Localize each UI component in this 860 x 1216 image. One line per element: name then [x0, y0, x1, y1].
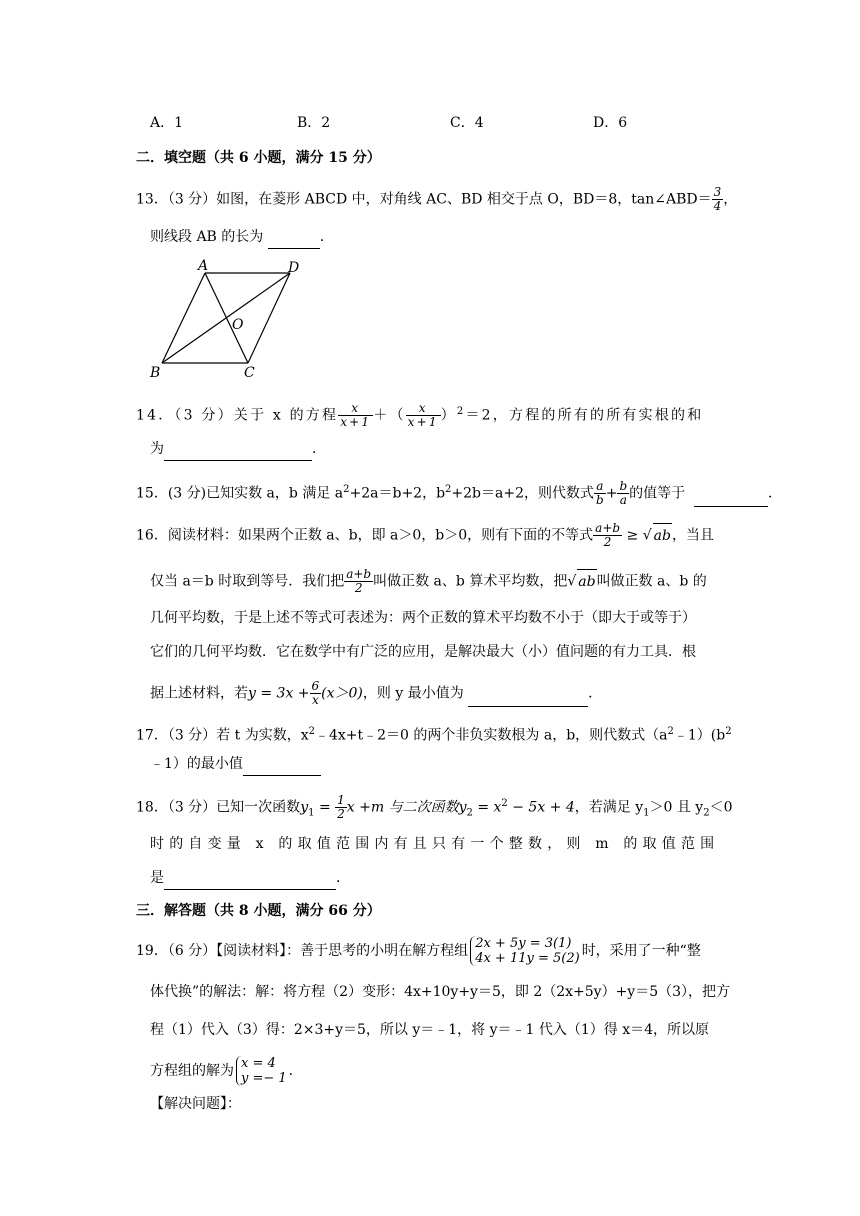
label-o: O: [232, 317, 244, 333]
q18-line3: 是 ．: [150, 866, 750, 890]
label-b: B: [150, 365, 161, 380]
q15-frac1: $\frac{a}{b}$: [596, 479, 604, 508]
q16-line1: 16．阅读材料：如果两个正数 a、b，即 a＞0，b＞0，则有下面的不等式 $\frac{a+b}{2}$ ≥ √ ab，当且: [136, 521, 714, 549]
q13-line2: 则线段 AB 的长为 ．: [150, 225, 750, 249]
q16-frac2: $\frac{a+b}{2}$: [346, 567, 372, 595]
q17-answer-blank[interactable]: [243, 759, 321, 776]
label-c: C: [244, 365, 255, 380]
option-d: D．6: [593, 115, 628, 131]
q13-fraction: $\frac{3}{4}$: [713, 185, 722, 213]
side-ba: [162, 273, 205, 363]
option-c: C．4: [450, 115, 484, 131]
q16-line4: 它们的几何平均数．它在数学中有广泛的应用，是解决最大（小）值问题的有力工具．根: [150, 644, 696, 660]
q18-frac: $\frac{1}{2}$: [337, 793, 345, 822]
q15-line: 15．(3 分)已知实数 a，b 满足 $a^2+2a=b+2$，$b^2+2b=a+2$，则代数式 $\frac{a}{b}$ + $\frac{b}{a}$ 的值等于 ．: [136, 479, 783, 508]
q14-frac2: $\frac{x}{x+1}$: [407, 401, 439, 430]
side-dc: [248, 273, 290, 363]
section3-title: 三．解答题（共 8 小题，满分 66 分）: [136, 903, 381, 919]
q19-line1: 19．（6 分）【阅读材料】：善于思考的小明在解方程组 2x + 5y = 3(1) 4x + 11y = 5(2) 时，采用了一种“整: [136, 936, 701, 966]
label-a: A: [198, 258, 209, 274]
q15-answer-blank[interactable]: [694, 490, 768, 507]
q17-line2: ﹣1）的最小值: [150, 752, 750, 776]
q16-frac3: $\frac{6}{x}$: [311, 679, 320, 707]
q14-answer-blank[interactable]: [164, 444, 312, 461]
q13-text: （3 分）如图，在菱形 ABCD 中，对角线 AC、BD 相交于点 O，BD＝8，tan∠ABD＝: [167, 191, 712, 208]
q18-answer-blank[interactable]: [164, 873, 336, 890]
q18-line1: 18．（3 分）已知一次函数$y_1$ = $\frac{1}{2}$ x +m 与二次函数$y_2 = x^2 - 5x + 4$，若满足 $y_1>0$ 且 $y_2<0$: [136, 793, 733, 822]
q14-frac1: $\frac{x}{x+1}$: [340, 401, 372, 430]
q17-line1: 17．（3 分）若 t 为实数，$x^2﹣4x+t﹣2=0$ 的两个非负实数根为 a，b，则代数式$(a^2﹣1)(b^2$: [136, 726, 732, 744]
option-b: B．2: [297, 115, 331, 131]
q19-line3: 程（1）代入（3）得：2×3+y＝5，所以 y＝﹣1，将 y＝﹣1 代入（1）得 x＝4，所以原: [150, 1022, 710, 1038]
q18-line2: 时的自变量 x 的取值范围内有且只有一个整数，则 m 的取值范围: [150, 836, 720, 852]
q19-line5: 【解决问题】：: [150, 1096, 241, 1112]
q19-line2: 体代换”的解法：解：将方程（2）变形：4x+10y+y＝5，即 2（2x+5y）+y＝5（3），把方: [150, 984, 731, 1000]
q16-frac: $\frac{a+b}{2}$: [595, 521, 621, 549]
diagonal-bd: [162, 273, 290, 363]
q13-number: 13．: [136, 191, 168, 208]
q16-line5: 据上述材料，若y = 3x + $\frac{6}{x}$ (x＞0)，则 y 最小值为 ．: [150, 679, 603, 707]
q15-frac2: $\frac{b}{a}$: [619, 479, 628, 508]
q19-line4: 方程组的解为 x = 4 y =− 1 ．: [150, 1056, 303, 1086]
section2-title: 二．填空题（共 6 小题，满分 15 分）: [136, 150, 381, 166]
q13-answer-blank[interactable]: [268, 232, 320, 249]
q19-system-2: x = 4 y =− 1: [236, 1056, 287, 1086]
rhombus-figure: [140, 255, 310, 380]
label-d: D: [288, 260, 300, 276]
q13-line1: 13．（3 分）如图，在菱形 ABCD 中，对角线 AC、BD 相交于点 O，BD＝8，tan∠ABD＝ $\frac{3}{4}$ ，: [136, 185, 738, 213]
q16-line2: 仅当 a＝b 时取到等号．我们把 $\frac{a+b}{2}$ 叫做正数 a、b 算术平均数，把√ ab叫做正数 a、b 的: [150, 567, 707, 595]
q16-line3: 几何平均数，于是上述不等式可表述为：两个正数的算术平均数不小于（即大于或等于）: [150, 610, 696, 626]
q14-line2: 为 ．: [150, 437, 750, 461]
q16-answer-blank[interactable]: [468, 690, 588, 707]
option-a: A．1: [150, 115, 184, 131]
q14-line1: 14．（3 分）关于 x 的方程 $\frac{x}{x+1}$ ＋（ $\frac{x}{x+1}$ ）$^2$＝2，方程的所有的所有实根的和: [136, 401, 704, 430]
q19-system-1: 2x + 5y = 3(1) 4x + 11y = 5(2): [470, 936, 580, 966]
